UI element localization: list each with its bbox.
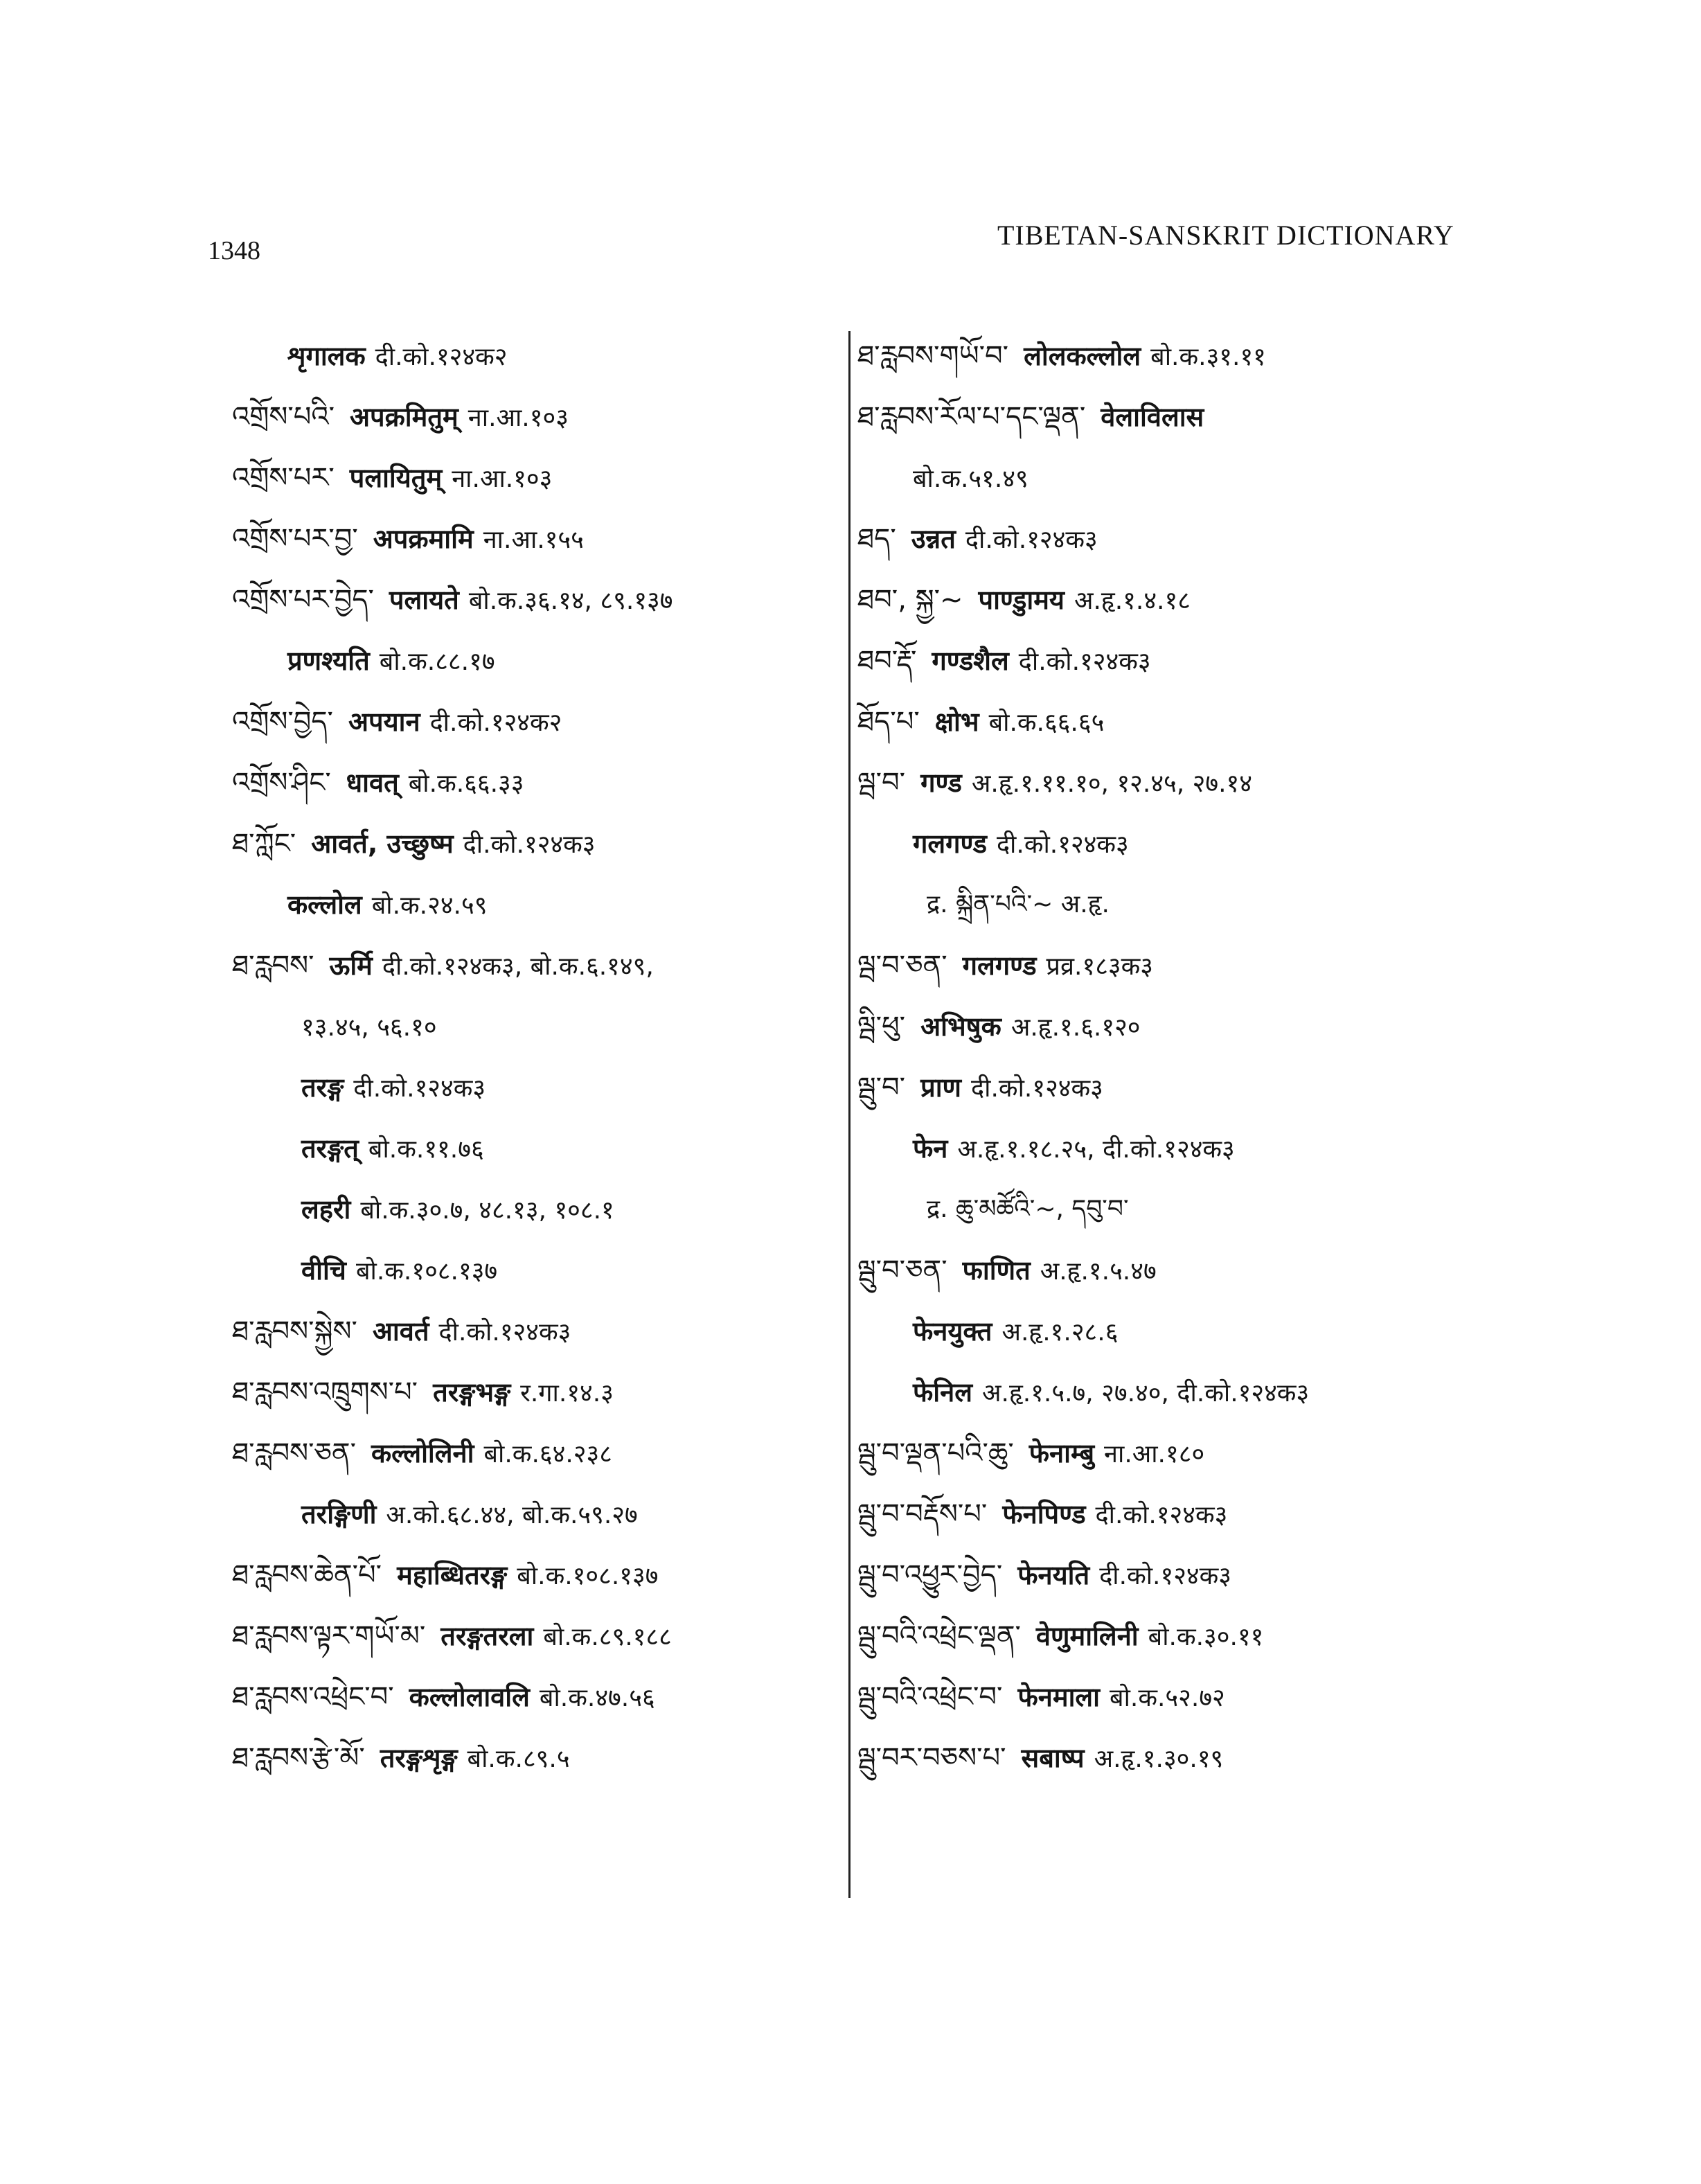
sanskrit-equivalent: वेलाविलास: [1101, 402, 1204, 432]
sanskrit-equivalent: शृगालक: [287, 341, 366, 371]
source-reference: दी.को.१२४क३: [438, 1318, 571, 1347]
tibetan-headword: འགྲོས་པའི་: [232, 401, 335, 433]
tibetan-headword: ལྦུ་བར་བཅས་པ་: [857, 1742, 1006, 1774]
source-reference: बो.क.२४.५९: [371, 891, 488, 920]
dictionary-entry: [232, 447, 841, 508]
tibetan-headword: ཐ་རླབས་ལྟར་གཡོ་མ་: [232, 1620, 426, 1652]
column-divider: [848, 331, 850, 1898]
source-reference: दी.को.१२४क२: [375, 343, 508, 371]
sanskrit-equivalent: पलायते: [389, 585, 459, 615]
tibetan-headword: འགྲོས་པར་: [232, 462, 335, 494]
tibetan-headword: ཐོད་པ་: [857, 706, 920, 738]
sanskrit-equivalent: फेनिल: [913, 1377, 972, 1408]
sanskrit-equivalent: अपक्रमामि: [373, 524, 474, 554]
source-reference: द्र. མྐྲིན་པའི་~ अ.हृ.: [927, 890, 1110, 918]
source-reference: बो.क.६४.२३८: [483, 1440, 612, 1468]
dictionary-entry: [232, 1301, 841, 1362]
source-reference: दी.को.१२४क३: [971, 1074, 1103, 1103]
dictionary-entry: [232, 1423, 841, 1484]
dictionary-entry: [232, 691, 841, 752]
source-reference: दी.को.१२४क३: [996, 831, 1129, 859]
tibetan-headword: ཐ་རླབས་རྩེ་མོ་: [232, 1742, 365, 1774]
dictionary-entry: [857, 1362, 1481, 1423]
dictionary-entry: [232, 752, 841, 813]
source-reference: द्र. ཆུ་མཚོའི་~, དབུ་བ་: [927, 1195, 1129, 1223]
sanskrit-equivalent: फेनपिण्ड: [1002, 1499, 1086, 1529]
tibetan-headword: འགྲོས་པར་བྱེད་: [232, 584, 374, 616]
dictionary-entry: [857, 508, 1481, 569]
sanskrit-equivalent: उन्नत: [911, 524, 956, 554]
tibetan-headword: འགྲོས་པར་བྱ་: [232, 523, 358, 555]
sanskrit-equivalent: फेनाम्बु: [1028, 1438, 1095, 1468]
source-reference: दी.को.१२४क३: [463, 831, 596, 859]
sanskrit-equivalent: तरङ्गिणी: [301, 1499, 377, 1529]
source-reference: ना.आ.१०३: [467, 404, 569, 432]
sanskrit-equivalent: लहरी: [301, 1194, 351, 1225]
dictionary-entry: [857, 1240, 1481, 1301]
source-reference: बो.क.५१.४९: [913, 465, 1028, 493]
dictionary-entry: [232, 1240, 841, 1301]
sanskrit-equivalent: अपयान: [348, 707, 420, 737]
dictionary-entry: [232, 1118, 841, 1179]
source-reference: बो.क.१०८.१३७: [517, 1562, 659, 1590]
source-reference: बो.क.५२.७२: [1110, 1684, 1225, 1712]
sanskrit-equivalent: फेनमाला: [1017, 1682, 1101, 1712]
sanskrit-equivalent: फेनयुक्त: [913, 1316, 992, 1347]
tibetan-headword: ཐ་ཀློང་: [232, 828, 296, 860]
source-reference: ना.आ.१५५: [483, 526, 584, 554]
sanskrit-equivalent: लोलकल्लोल: [1024, 341, 1141, 371]
source-reference: अ.हृ.१.५.७, २७.४०, दी.को.१२४क३: [982, 1379, 1310, 1408]
source-reference: बो.क.८८.१७: [379, 648, 495, 676]
dictionary-entry: [857, 1545, 1481, 1606]
sanskrit-equivalent: कल्लोल: [287, 889, 362, 920]
source-reference: र.गा.१४.३: [520, 1379, 614, 1408]
dictionary-entry: [857, 1484, 1481, 1545]
dictionary-entry: [232, 1362, 841, 1423]
sanskrit-equivalent: फेन: [913, 1133, 948, 1164]
dictionary-entry: [232, 1728, 841, 1788]
tibetan-headword: ལྦི་ཕུ་: [857, 1011, 906, 1042]
sanskrit-equivalent: आवर्त: [372, 1316, 429, 1347]
dictionary-entry: [232, 1606, 841, 1667]
sanskrit-equivalent: गण्ड: [920, 767, 962, 798]
source-reference: ना.आ.१०३: [452, 465, 553, 493]
source-reference: अ.हृ.१.१८.२५, दी.को.१२४क३: [957, 1135, 1235, 1164]
dictionary-entry: [857, 326, 1481, 387]
dictionary-entry: [232, 508, 841, 569]
source-reference: प्रव्र.१८३क३: [1046, 952, 1154, 981]
sanskrit-equivalent: प्रणश्यति: [287, 646, 370, 676]
tibetan-headword: འགྲོས་ཤིང་: [232, 767, 331, 799]
tibetan-headword: ལྦུ་བ་ཅན་: [857, 1254, 947, 1286]
source-reference: बो.क.४७.५६: [539, 1684, 655, 1712]
source-reference: बो.क.३०.११: [1148, 1623, 1264, 1651]
dictionary-entry: [857, 691, 1481, 752]
source-reference: बो.क.१०८.१३७: [355, 1257, 498, 1286]
sanskrit-equivalent: फाणित: [962, 1255, 1031, 1286]
source-reference: अ.को.६८.४४, बो.क.५९.२७: [386, 1501, 638, 1529]
tibetan-headword: ཐ་རླབས་ཅན་: [232, 1437, 356, 1469]
sanskrit-equivalent: तरङ्ग: [301, 1072, 344, 1103]
dictionary-entry: [857, 1118, 1481, 1179]
dictionary-entry: [857, 752, 1481, 813]
dictionary-entry: [232, 1484, 841, 1545]
sanskrit-equivalent: तरङ्गभङ्ग: [433, 1377, 511, 1408]
sanskrit-equivalent: वेणुमालिनी: [1035, 1621, 1139, 1651]
tibetan-headword: ཐ་རླབས་སྐྱེས་: [232, 1315, 357, 1347]
tibetan-headword: ལྦུ་བ་ལྡན་པའི་ཆུ་: [857, 1437, 1014, 1469]
sanskrit-equivalent: कल्लोलिनी: [371, 1438, 474, 1468]
tibetan-headword: ཐབ་རྡོ་: [857, 645, 917, 677]
tibetan-headword: ཐ་རླབས་ཆེན་པོ་: [232, 1559, 382, 1591]
sanskrit-equivalent: गलगण्ड: [913, 828, 987, 859]
dictionary-entry: [232, 935, 841, 996]
source-reference: बो.क.११.७६: [368, 1135, 484, 1164]
source-reference: बो.क.६६.३३: [408, 770, 524, 798]
dictionary-entry: [232, 1545, 841, 1606]
sanskrit-equivalent: पलायितुम्: [349, 463, 443, 493]
sanskrit-equivalent: अभिषुक: [920, 1011, 1001, 1042]
tibetan-headword: ཐ་རླབས་: [232, 950, 314, 982]
source-reference: अ.हृ.१.२८.६: [1001, 1318, 1119, 1347]
source-reference: बो.क.६६.६५: [988, 709, 1105, 737]
dictionary-entry: [857, 1057, 1481, 1118]
dictionary-entry: [857, 874, 1481, 935]
dictionary-entry: [232, 996, 841, 1057]
source-reference: दी.को.१२४क२: [429, 709, 562, 737]
dictionary-entry: [232, 387, 841, 447]
dictionary-entry: [232, 569, 841, 630]
dictionary-entry: [857, 1179, 1481, 1240]
tibetan-headword: ལྦུ་བའི་འཕྲེང་བ་: [857, 1681, 1003, 1713]
sanskrit-equivalent: तरङ्गतरला: [440, 1621, 534, 1651]
dictionary-entry: [857, 1667, 1481, 1728]
tibetan-headword: ལྦ་བ་ཅན་: [857, 950, 947, 982]
sanskrit-equivalent: ऊर्मि: [329, 950, 373, 981]
dictionary-entry: [232, 326, 841, 387]
dictionary-entry: [232, 1057, 841, 1118]
page-number: 1348: [208, 236, 260, 265]
tibetan-headword: ལྦུ་བ་འཕྱུར་བྱེད་: [857, 1559, 1003, 1591]
right-column: [857, 326, 1481, 1788]
sanskrit-equivalent: आवर्त, उच्छुष्म: [311, 828, 454, 859]
tibetan-headword: ཐ་རླབས་རོལ་པ་དང་ལྡན་: [857, 401, 1086, 433]
source-reference: १३.४५, ५६.१०: [301, 1013, 437, 1042]
source-reference: बो.क.३०.७, ४८.१३, १०८.१: [360, 1196, 614, 1225]
dictionary-entry: [857, 996, 1481, 1057]
tibetan-headword: ཐ་རླབས་གཡོ་བ་: [857, 340, 1009, 372]
sanskrit-equivalent: कल्लोलावलि: [409, 1682, 530, 1712]
sanskrit-equivalent: क्षोभ: [934, 707, 979, 737]
sanskrit-equivalent: गण्डशैल: [932, 646, 1009, 676]
dictionary-entry: [232, 813, 841, 874]
dictionary-entry: [232, 630, 841, 691]
dictionary-entry: [857, 387, 1481, 447]
sanskrit-equivalent: सबाष्प: [1021, 1743, 1085, 1773]
sanskrit-equivalent: प्राण: [920, 1072, 962, 1103]
dictionary-entry: [857, 1606, 1481, 1667]
tibetan-headword: ཐ་རླབས་འཕྲེང་བ་: [232, 1681, 394, 1713]
source-reference: बो.क.८९.५: [467, 1745, 570, 1773]
tibetan-headword: ལྦུ་བ་: [857, 1072, 906, 1103]
dictionary-entry: [857, 569, 1481, 630]
tibetan-headword: འགྲོས་བྱེད་: [232, 706, 333, 738]
tibetan-headword: ཐབ་, སྐྱ་~: [857, 584, 963, 616]
tibetan-headword: ལྦུ་བ་བརྡོས་པ་: [857, 1498, 988, 1530]
tibetan-headword: ཐ་རླབས་འཁྲུགས་པ་: [232, 1376, 418, 1408]
sanskrit-equivalent: महाब्धितरङ्ग: [397, 1560, 508, 1590]
sanskrit-equivalent: पाण्डुामय: [978, 585, 1065, 615]
dictionary-entry: [857, 447, 1481, 508]
left-column: [232, 326, 841, 1788]
tibetan-headword: ཐད་: [857, 523, 896, 555]
dictionary-entry: [857, 1728, 1481, 1788]
source-reference: अ.हृ.१.५.४७: [1040, 1257, 1157, 1286]
source-reference: बो.क.३६.१४, ८९.१३७: [468, 587, 673, 615]
tibetan-headword: ལྦུ་བའི་འཕྲེང་ལྡན་: [857, 1620, 1021, 1652]
sanskrit-equivalent: गलगण्ड: [962, 950, 1037, 981]
source-reference: अ.हृ.१.६.१२०: [1010, 1013, 1141, 1042]
source-reference: बो.क.८९.१८८: [543, 1623, 672, 1651]
source-reference: अ.हृ.१.४.१८: [1074, 587, 1191, 615]
sanskrit-equivalent: तरङ्गशृङ्ग: [380, 1743, 458, 1773]
source-reference: दी.को.१२४क३: [1095, 1501, 1228, 1529]
dictionary-entry: [232, 1179, 841, 1240]
source-reference: दी.को.१२४क३: [965, 526, 1098, 554]
source-reference: दी.को.१२४क३, बो.क.६.१४९,: [382, 952, 654, 981]
dictionary-entry: [857, 1423, 1481, 1484]
sanskrit-equivalent: अपक्रमितुम्: [350, 402, 458, 432]
dictionary-entry: [232, 1667, 841, 1728]
source-reference: दी.को.१२४क३: [353, 1074, 486, 1103]
sanskrit-equivalent: फेनयति: [1017, 1560, 1090, 1590]
source-reference: दी.को.१२४क३: [1099, 1562, 1232, 1590]
sanskrit-equivalent: वीचि: [301, 1255, 346, 1286]
dictionary-entry: [857, 630, 1481, 691]
tibetan-headword: ལྦ་བ་: [857, 767, 906, 799]
dictionary-entry: [857, 1301, 1481, 1362]
dictionary-entry: [232, 874, 841, 935]
source-reference: बो.क.३१.११: [1150, 343, 1266, 371]
dictionary-entry: [857, 935, 1481, 996]
running-head-title: TIBETAN-SANSKRIT DICTIONARY: [997, 220, 1454, 251]
sanskrit-equivalent: तरङ्गत्: [301, 1133, 359, 1164]
sanskrit-equivalent: धावत्: [346, 767, 399, 798]
source-reference: ना.आ.१८०: [1104, 1440, 1205, 1468]
source-reference: दी.को.१२४क३: [1018, 648, 1151, 676]
source-reference: अ.हृ.१.३०.१९: [1094, 1745, 1224, 1773]
dictionary-entry: [857, 813, 1481, 874]
source-reference: अ.हृ.१.११.१०, १२.४५, २७.१४: [971, 770, 1252, 798]
